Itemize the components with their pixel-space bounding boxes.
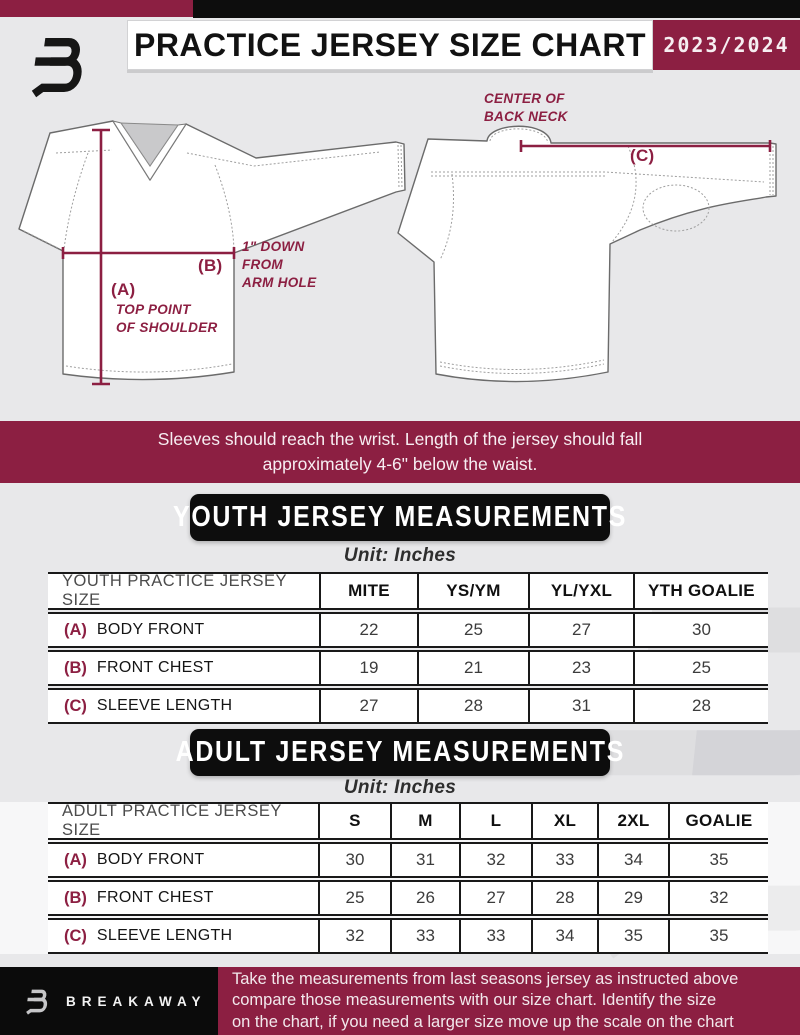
row-key: (C) <box>64 696 87 715</box>
adult-header-goalie: GOALIE <box>668 804 768 838</box>
armhole-note: 1" DOWN FROM ARM HOLE <box>242 239 317 290</box>
cell-value: 31 <box>528 690 633 722</box>
season-label: 2023/2024 <box>663 33 790 57</box>
cell-value: 30 <box>318 844 390 876</box>
youth-row-sleeve-length <box>48 688 768 724</box>
row-label: FRONT CHEST <box>96 659 214 676</box>
cell-value: 21 <box>417 652 528 684</box>
cell-value: 23 <box>528 652 633 684</box>
adult-row-front-chest <box>48 880 768 916</box>
fit-instruction-line2: approximately 4-6" below the waist. <box>262 454 538 474</box>
adult-section-title: ADULT JERSEY MEASUREMENTS <box>175 736 625 768</box>
cell-value: 30 <box>633 614 768 646</box>
youth-section-title-box <box>172 494 628 541</box>
youth-section-title: YOUTH JERSEY MEASUREMENTS <box>172 501 628 533</box>
fit-instruction-line1: Sleeves should reach the wrist. Length of the jersey should fall <box>157 429 643 449</box>
row-key: (C) <box>64 926 87 945</box>
back-jersey-drawing <box>398 126 776 381</box>
front-jersey-drawing <box>19 121 405 380</box>
cell-value: 34 <box>597 844 668 876</box>
breakaway-logo-icon <box>22 24 98 111</box>
cell-value: 32 <box>318 920 390 952</box>
cell-value: 27 <box>528 614 633 646</box>
cell-value: 27 <box>319 690 417 722</box>
cell-value: 33 <box>390 920 459 952</box>
footer-line2: compare those measurements with our size chart. Identify the size <box>232 991 717 1010</box>
youth-header-size: YOUTH PRACTICE JERSEY SIZE <box>62 572 287 609</box>
measure-a-label: (A) <box>111 280 136 299</box>
cell-value: 32 <box>459 844 531 876</box>
youth-size-table <box>48 572 768 726</box>
adult-header-s: S <box>318 804 390 838</box>
row-key: (A) <box>64 620 87 639</box>
adult-row-body-front <box>48 842 768 878</box>
page-title-bar <box>127 20 653 70</box>
row-key: (B) <box>64 658 87 677</box>
row-label: SLEEVE LENGTH <box>96 697 233 714</box>
breakaway-footer-logo-icon <box>22 983 54 1019</box>
fit-instruction-banner <box>0 421 800 483</box>
footer-line1: Take the measurements from last seasons jersey as instructed above <box>232 969 739 988</box>
page-title: PRACTICE JERSEY SIZE CHART <box>133 26 647 63</box>
shoulder-note: TOP POINT OF SHOULDER <box>116 302 218 335</box>
adult-size-table <box>48 802 768 956</box>
cell-value: 35 <box>597 920 668 952</box>
top-strip-black <box>193 0 800 18</box>
cell-value: 28 <box>531 882 597 914</box>
season-badge <box>653 20 800 70</box>
youth-row-front-chest <box>48 650 768 686</box>
youth-header-ysym: YS/YM <box>417 574 528 608</box>
youth-header-mite: MITE <box>319 574 417 608</box>
cell-value: 27 <box>459 882 531 914</box>
cell-value: 25 <box>318 882 390 914</box>
cell-value: 29 <box>597 882 668 914</box>
footer-brand-block <box>0 967 218 1035</box>
cell-value: 34 <box>531 920 597 952</box>
footer-brand-name: BREAKAWAY <box>66 993 207 1009</box>
cell-value: 19 <box>319 652 417 684</box>
cell-value: 28 <box>417 690 528 722</box>
row-key: (A) <box>64 850 87 869</box>
adult-header-2xl: 2XL <box>597 804 668 838</box>
adult-section-title-box <box>175 729 625 776</box>
cell-value: 35 <box>668 920 768 952</box>
adult-header-l: L <box>459 804 531 838</box>
footer-line3: on the chart, if you need a larger size move up the scale on the chart <box>232 1012 734 1031</box>
row-label: SLEEVE LENGTH <box>96 927 233 944</box>
cell-value: 25 <box>633 652 768 684</box>
cell-value: 33 <box>531 844 597 876</box>
youth-header-ylyxl: YL/YXL <box>528 574 633 608</box>
adult-unit-label: Unit: Inches <box>343 777 457 798</box>
adult-header-m: M <box>390 804 459 838</box>
measure-c-label: (C) <box>630 146 655 165</box>
footer-instructions <box>218 967 800 1035</box>
cell-value: 35 <box>668 844 768 876</box>
cell-value: 22 <box>319 614 417 646</box>
cell-value: 26 <box>390 882 459 914</box>
cell-value: 33 <box>459 920 531 952</box>
row-key: (B) <box>64 888 87 907</box>
cell-value: 25 <box>417 614 528 646</box>
adult-header-size: ADULT PRACTICE JERSEY SIZE <box>62 802 282 839</box>
youth-table-header-row <box>48 572 768 610</box>
cell-value: 28 <box>633 690 768 722</box>
youth-unit-label: Unit: Inches <box>343 545 457 566</box>
adult-header-xl: XL <box>531 804 597 838</box>
top-strip-maroon <box>0 0 193 17</box>
row-label: BODY FRONT <box>96 621 205 638</box>
cell-value: 32 <box>668 882 768 914</box>
center-back-neck-note: CENTER OF BACK NECK <box>484 91 568 124</box>
adult-row-sleeve-length <box>48 918 768 954</box>
row-label: FRONT CHEST <box>96 889 214 906</box>
cell-value: 31 <box>390 844 459 876</box>
adult-table-header-row <box>48 802 768 840</box>
row-label: BODY FRONT <box>96 851 205 868</box>
measure-b-label: (B) <box>198 256 223 275</box>
jersey-diagrams <box>0 17 800 423</box>
youth-header-goalie: YTH GOALIE <box>633 574 768 608</box>
youth-row-body-front <box>48 612 768 648</box>
